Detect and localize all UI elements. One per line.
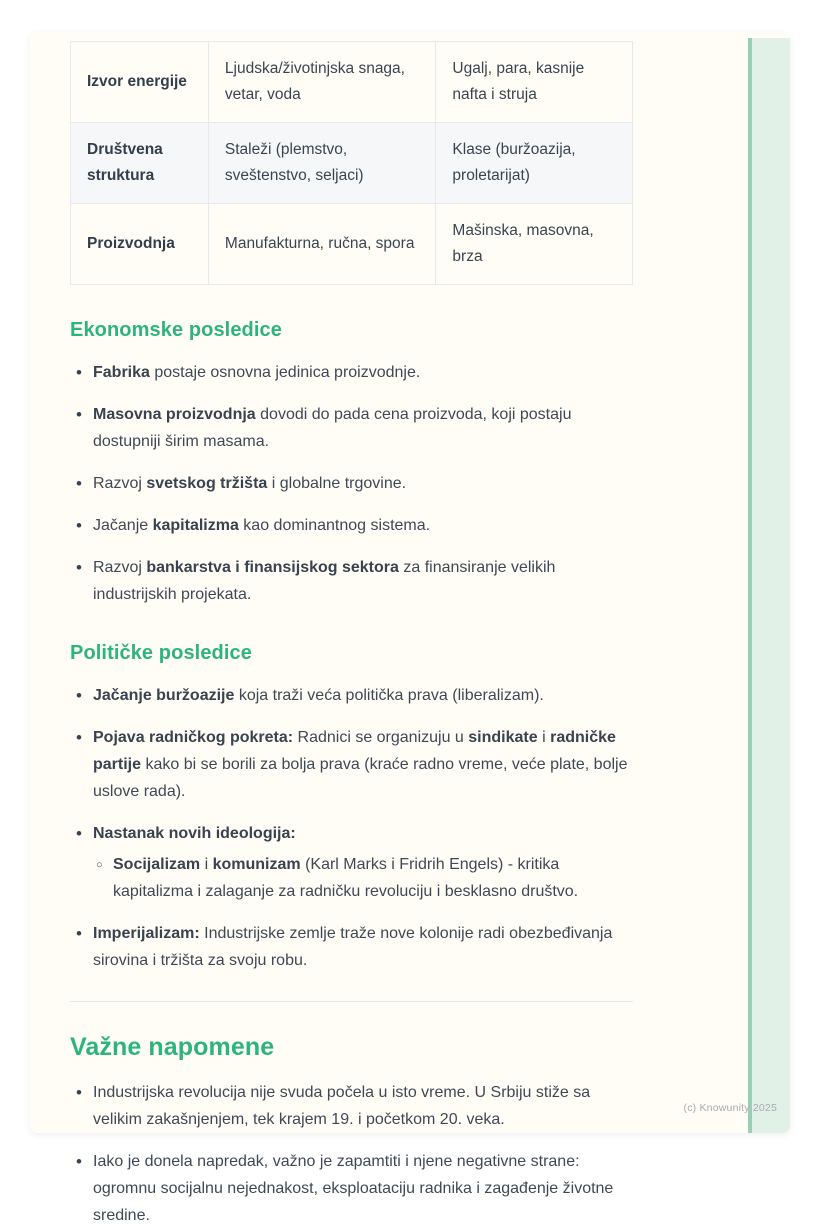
bold-text: Nastanak novih ideologija: (93, 825, 296, 842)
sub-list-item: ○ Socijalizam i komunizam (Karl Marks i Fridrih Engels) - kritika kapitalizma i zalaganje za radničku revoluciju i besklasno društvo. (93, 851, 635, 905)
table-cell: Mašinska, masovna, brza (436, 204, 633, 285)
table-row (71, 123, 633, 204)
sub-list (93, 851, 635, 905)
table-cell-label: Društvena struktura (71, 123, 209, 204)
bold-text: Jačanje buržoazije (93, 687, 235, 704)
list-item: • Imperijalizam: Industrijske zemlje traže nove kolonije radi obezbeđivanja sirovina i tržišta za svoju robu. (70, 920, 635, 974)
table-cell: Klase (buržoazija, proletarijat) (436, 123, 633, 204)
sections-container (70, 319, 635, 1229)
table-cell: Ugalj, para, kasnije nafta i struja (436, 42, 633, 123)
bold-text: komunizam (212, 856, 301, 873)
section-title-politicke-posledice: Političke posledice (70, 642, 252, 664)
list-item: • Pojava radničkog pokreta: Radnici se organizuju u sindikate i radničke partije kako bi se borili za bolja prava (kraće radno vreme, veće plate, bolje uslove rada). (70, 724, 635, 805)
bold-text: Socijalizam (113, 856, 201, 873)
bullet-list-vazne-napomene (70, 1079, 635, 1229)
bold-text: Imperijalizam: (93, 925, 200, 942)
list-item: • Razvoj svetskog tržišta i globalne trgovine. (70, 470, 635, 497)
section-divider (70, 1001, 633, 1002)
document-page (30, 32, 790, 1224)
section-title-vazne-napomene: Važne napomene (70, 1033, 275, 1061)
table-row (71, 204, 633, 285)
bold-text: Masovna proizvodnja (93, 406, 256, 423)
page-content (70, 32, 635, 1229)
table-cell: Ljudska/životinjska snaga, vetar, voda (208, 42, 436, 123)
table-cell-label: Izvor energije (71, 42, 209, 123)
table-cell-label: Proizvodnja (71, 204, 209, 285)
bold-text: sindikate (468, 729, 538, 746)
list-item: • Iako je donela napredak, važno je zapamtiti i njene negativne strane: ogromnu socijalnu nejednakost, eksploataciju radnika i zagađenje životne sredine. (70, 1148, 635, 1229)
list-item (70, 820, 635, 905)
page-edge-stripe (748, 38, 790, 1133)
bold-text: Pojava radničkog pokreta: (93, 729, 294, 746)
section-title-ekonomske-posledice: Ekonomske posledice (70, 319, 282, 341)
bold-text: svetskog tržišta (146, 475, 268, 492)
list-item: • Razvoj bankarstva i finansijskog sektora za finansiranje velikih industrijskih projekata. (70, 554, 635, 608)
bullet-list-ekonomske-posledice (70, 359, 635, 608)
bold-text: bankarstva i finansijskog sektora (146, 559, 399, 576)
table-cell: Staleži (plemstvo, sveštenstvo, seljaci) (208, 123, 436, 204)
bold-text: Fabrika (93, 364, 150, 381)
list-item: • Industrijska revolucija nije svuda počela u isto vreme. U Srbiju stiže sa velikim zakašnjenjem, tek krajem 19. i početkom 20. veka. (70, 1079, 635, 1133)
list-item: • Jačanje kapitalizma kao dominantnog sistema. (70, 512, 635, 539)
table-row (71, 42, 633, 123)
list-item: • Masovna proizvodnja dovodi do pada cena proizvoda, koji postaju dostupniji širim masama. (70, 401, 635, 455)
comparison-table (70, 41, 633, 285)
list-item: • Fabrika postaje osnovna jedinica proizvodnje. (70, 359, 635, 386)
watermark: (c) Knowunity 2025 (683, 1102, 777, 1114)
bold-text: kapitalizma (152, 517, 239, 534)
bullet-list-politicke-posledice (70, 682, 635, 974)
table-cell: Manufakturna, ručna, spora (208, 204, 436, 285)
bold-text: radničke partije (93, 729, 616, 773)
list-item: • Jačanje buržoazije koja traži veća politička prava (liberalizam). (70, 682, 635, 709)
